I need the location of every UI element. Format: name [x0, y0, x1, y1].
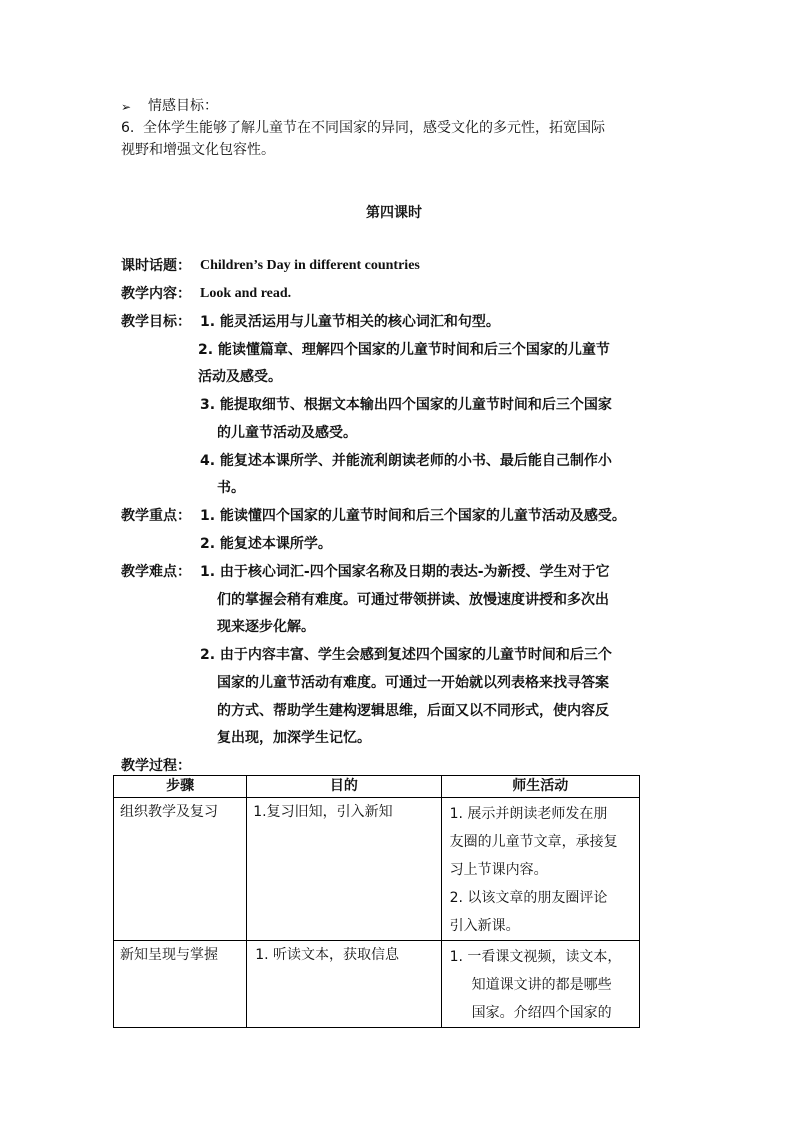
key-point-line: 2. 能复述本课所学。 [200, 536, 332, 552]
step-text: 新知呈现与掌握 [120, 947, 218, 963]
key-point-line: 1. 能读懂四个国家的儿童节时间和后三个国家的儿童节活动及感受。 [200, 508, 626, 524]
purpose-text: 1.复习旧知，引入新知 [253, 804, 393, 820]
difficulty-line: 国家的儿童节活动有难度。可通过一开始就以列表格来找寻答案 [217, 675, 609, 691]
activity-line: 引入新课。 [449, 918, 520, 934]
objective-line: 活动及感受。 [198, 369, 282, 385]
objective-line: 3. 能提取细节、根据文本输出四个国家的儿童节时间和后三个国家 [200, 397, 612, 413]
activity-line: 习上节课内容。 [449, 862, 548, 878]
purpose-text: 1. 听读文本，获取信息 [255, 947, 400, 963]
activity-line: 友圈的儿童节文章，承接复 [449, 834, 618, 850]
table-row [114, 941, 640, 1028]
emotional-goal-line-1: 全体学生能够了解儿童节在不同国家的异同，感受文化的多元性，拓宽国际 [143, 120, 605, 136]
objective-line: 的儿童节活动及感受。 [217, 425, 357, 441]
emotional-goal-number: 6. [121, 120, 135, 136]
table-header-row [114, 776, 640, 798]
activity-line: 1. 一看课文视频，读文本， [449, 949, 622, 965]
content-label: 教学内容： [121, 286, 191, 302]
activity-line: 1. 展示并朗读老师发在朋 [449, 806, 608, 822]
lesson-title: 第四课时 [366, 205, 422, 221]
topic-value: Children’s Day in different countries [200, 258, 420, 273]
objective-line: 2. 能读懂篇章、理解四个国家的儿童节时间和后三个国家的儿童节 [198, 342, 610, 358]
activity-line: 知道课文讲的都是哪些 [471, 977, 612, 993]
activity-line: 国家。介绍四个国家的 [471, 1005, 612, 1021]
difficulty-line: 复出现，加深学生记忆。 [217, 730, 371, 746]
emotional-goal-line-2: 视野和增强文化包容性。 [121, 142, 275, 158]
step-cell [114, 798, 247, 941]
table-row [114, 798, 640, 941]
process-label: 教学过程： [121, 758, 191, 774]
bullet-arrow-icon: ➢ [121, 100, 132, 114]
difficulty-line: 1. 由于核心词汇-四个国家名称及日期的表达-为新授、学生对于它 [200, 564, 610, 580]
emotional-goal-heading: 情感目标： [148, 98, 218, 114]
difficulty-line: 现来逐步化解。 [217, 619, 315, 635]
activities-cell [441, 798, 639, 941]
objective-line: 4. 能复述本课所学、并能流利朗读老师的小书、最后能自己制作小 [200, 453, 612, 469]
purpose-cell [247, 941, 441, 1028]
step-text: 组织教学及复习 [120, 804, 218, 820]
header-purpose: 目的 [247, 776, 441, 798]
topic-label: 课时话题： [121, 258, 191, 274]
header-step: 步骤 [114, 776, 247, 798]
activities-cell [441, 941, 639, 1028]
key-points-label: 教学重点： [121, 508, 191, 524]
difficulty-line: 们的掌握会稍有难度。可通过带领拼读、放慢速度讲授和多次出 [217, 592, 609, 608]
content-value: Look and read. [200, 286, 292, 301]
difficulties-label: 教学难点： [121, 564, 191, 580]
step-cell [114, 941, 247, 1028]
activity-line: 2. 以该文章的朋友圈评论 [449, 890, 608, 906]
objectives-label: 教学目标： [121, 314, 191, 330]
process-table [113, 775, 640, 1028]
difficulty-line: 的方式、帮助学生建构逻辑思维，后面又以不同形式，使内容反 [217, 703, 609, 719]
objective-line: 书。 [217, 480, 245, 496]
purpose-cell [247, 798, 441, 941]
objective-line: 1. 能灵活运用与儿童节相关的核心词汇和句型。 [200, 314, 500, 330]
difficulty-line: 2. 由于内容丰富、学生会感到复述四个国家的儿童节时间和后三个 [200, 647, 612, 663]
header-activities: 师生活动 [441, 776, 639, 798]
